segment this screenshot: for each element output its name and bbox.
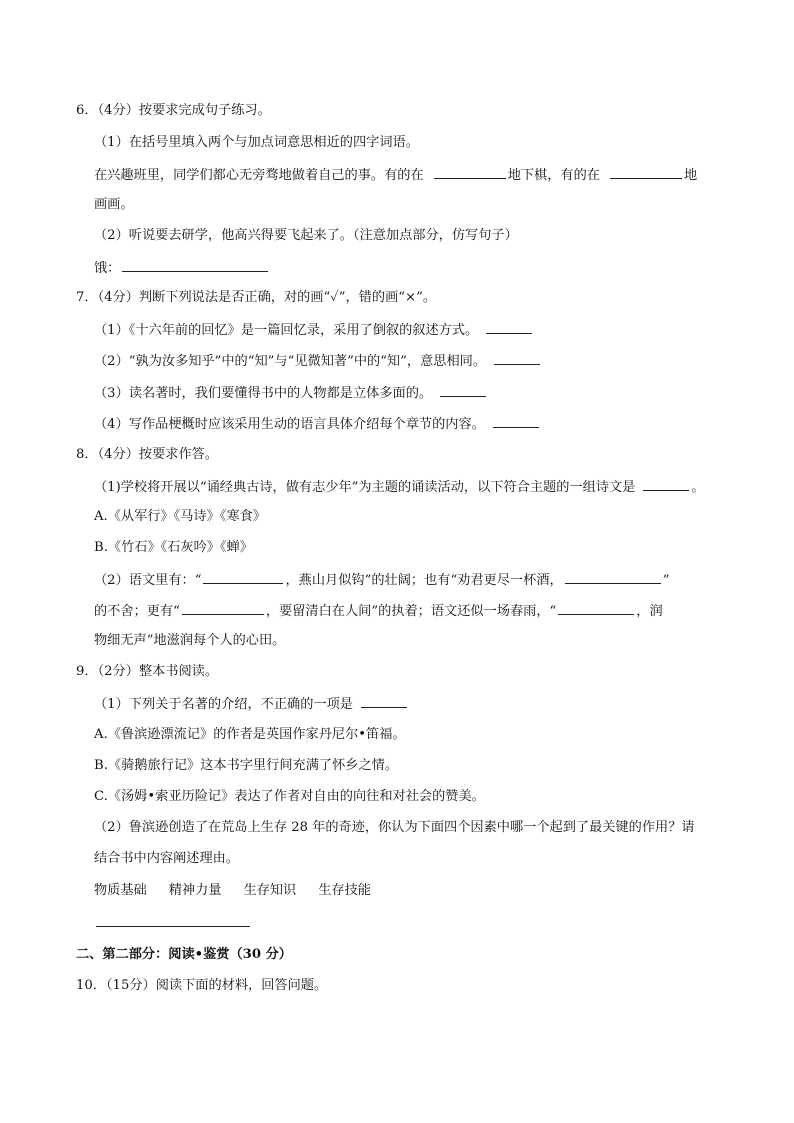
q8-part2-line2 xyxy=(94,601,663,621)
q9-factor-4: 生存技能 xyxy=(318,883,371,898)
q9-part1-text: （1）下列关于名著的介绍，不正确的一项是 xyxy=(94,697,353,712)
q7-item-4-blank[interactable] xyxy=(493,414,539,428)
q6-blank-1[interactable] xyxy=(434,165,506,179)
q7-item-2-text: （2）“孰为汝多知乎”中的“知”与“见微知著”中的“知”，意思相同。 xyxy=(94,354,487,369)
q6-part2-instruction: （2）听说要去研学，他高兴得要飞起来了。（注意加点部分，仿写句子） xyxy=(94,228,518,243)
q7-item-3 xyxy=(94,383,488,403)
q6-header: 6．（4分）按要求完成句子练习。 xyxy=(76,103,271,118)
q8-part1-text: （1)学校将开展以“诵经典古诗，做有志少年”为主题的诵读活动，以下符合主题的一组诗文是 xyxy=(94,480,636,495)
q9-option-c: C.《汤姆•索亚历险记》表达了作者对自由的向往和对社会的赞美。 xyxy=(94,789,485,804)
q6-sentence-cont: 画画。 xyxy=(94,197,134,212)
q7-item-4 xyxy=(94,414,541,434)
q9-factors xyxy=(94,882,371,900)
q8-part2-line3: 物细无声”地滋润每个人的心田。 xyxy=(94,633,286,648)
q8-option-a: A.《从军行》《马诗》《寒食》 xyxy=(94,509,266,524)
q7-item-3-blank[interactable] xyxy=(440,383,486,397)
q9-part1-blank[interactable] xyxy=(361,694,407,708)
q6-sentence-a: 在兴趣班里，同学们都心无旁骛地做着自己的事。有的在 xyxy=(94,168,424,183)
q9-factor-2: 精神力量 xyxy=(168,883,222,898)
q8-header: 8．（4分）按要求作答。 xyxy=(76,447,219,462)
q9-factor-1: 物质基础 xyxy=(94,883,147,898)
q9-factor-3: 生存知识 xyxy=(243,883,297,898)
q7-item-4-text: （4）写作品梗概时应该采用生动的语言具体介绍每个章节的内容。 xyxy=(94,417,485,432)
q6-part2-answer xyxy=(94,258,270,278)
q10-header: 10．（15分）阅读下面的材料，回答问题。 xyxy=(76,978,328,993)
q8-p2-f: ，润 xyxy=(636,604,663,619)
q8-part1-blank[interactable] xyxy=(643,477,689,491)
q8-part2-line1 xyxy=(94,570,669,590)
q9-part1 xyxy=(94,694,409,714)
q8-option-b: B.《竹石》《石灰吟》《蝉》 xyxy=(94,540,253,555)
q8-p2-d: 的不舍；更有“ xyxy=(94,604,180,619)
q6-part1-sentence xyxy=(94,165,697,185)
q6-part1-instruction: （1）在括号里填入两个与加点词意思相近的四字词语。 xyxy=(94,135,419,150)
q7-item-2-blank[interactable] xyxy=(494,351,540,365)
q8-blank-4[interactable] xyxy=(558,601,634,615)
q9-part2-line2: 结合书中内容阐述理由。 xyxy=(94,851,240,866)
q8-blank-2[interactable] xyxy=(565,570,661,584)
q8-p2-c: ” xyxy=(662,573,670,588)
q8-part1 xyxy=(94,477,705,497)
q6-answer-blank[interactable] xyxy=(122,258,268,272)
q8-blank-3[interactable] xyxy=(182,601,264,615)
q6-sentence-b: 地下棋，有的在 xyxy=(507,168,600,183)
q9-part2-line1: （2）鲁滨逊创造了在荒岛上生存 28 年的奇迹，你认为下面四个因素中哪一个起到了最关键的作用？请 xyxy=(94,820,695,835)
q7-item-3-text: （3）读名著时，我们要懂得书中的人物都是立体多面的。 xyxy=(94,386,433,401)
q8-p2-a: （2）语文里有：“ xyxy=(94,573,202,588)
q9-answer-line xyxy=(94,913,252,933)
q6-answer-label: 饿： xyxy=(94,261,121,276)
q8-part1-end: 。 xyxy=(691,480,705,495)
q7-item-2 xyxy=(94,351,542,371)
q9-answer-blank[interactable] xyxy=(96,913,250,927)
q7-item-1-blank[interactable] xyxy=(486,320,532,334)
q8-p2-e: ，要留清白在人间”的执着；语文还似一场春雨，“ xyxy=(265,604,557,619)
q8-blank-1[interactable] xyxy=(203,570,283,584)
q9-option-a: A.《鲁滨逊漂流记》的作者是英国作家丹尼尔•笛福。 xyxy=(94,727,406,742)
q8-p2-b: ，燕山月似钩”的壮阔；也有“劝君更尽一杯酒， xyxy=(285,573,563,588)
q7-header: 7．（4分）判断下列说法是否正确，对的画“✓”，错的画“×”。 xyxy=(76,290,437,305)
q7-item-1-text: （1）《十六年前的回忆》是一篇回忆录，采用了倒叙的叙述方式。 xyxy=(94,323,479,338)
q9-option-b: B.《骑鹅旅行记》这本书字里行间充满了怀乡之情。 xyxy=(94,758,399,773)
q6-sentence-c: 地 xyxy=(684,168,698,183)
q9-header: 9．（2分）整本书阅读。 xyxy=(76,664,219,679)
section-2-heading: 二、第二部分：阅读•鉴赏（30 分） xyxy=(76,947,292,962)
q6-blank-2[interactable] xyxy=(610,165,682,179)
q7-item-1 xyxy=(94,320,534,340)
